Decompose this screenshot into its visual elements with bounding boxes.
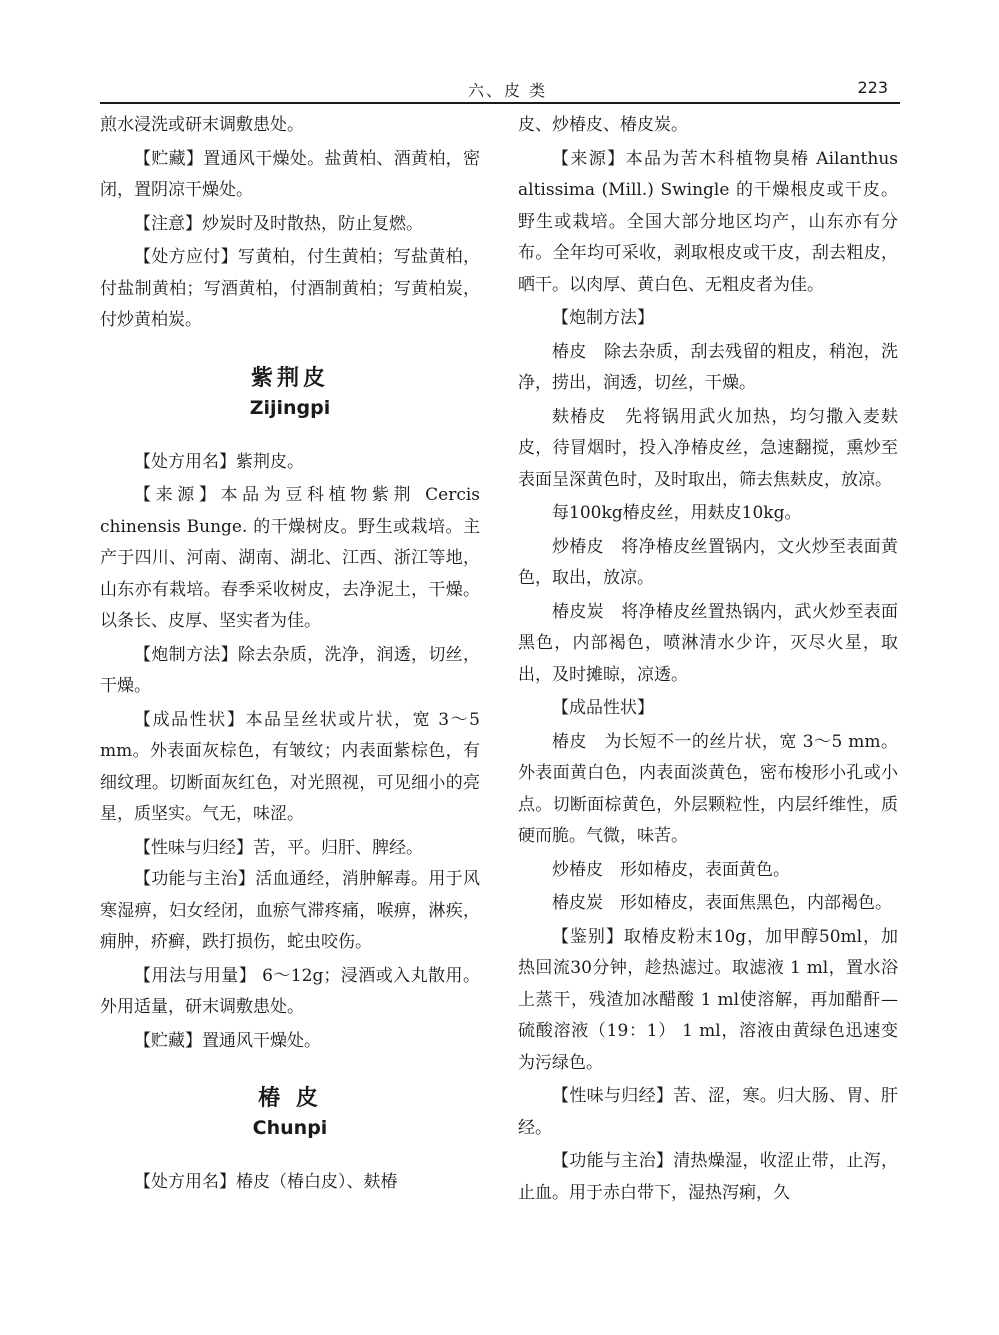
section-title: 六、皮 类 <box>468 81 548 100</box>
left-column <box>100 110 480 1199</box>
paragraph: 【用法与用量】 6～12g；浸酒或入丸散用。外用适量，研末调敷患处。 <box>100 965 480 1017</box>
paragraph: 【贮藏】置通风干燥处。盐黄柏、酒黄柏，密闭，置阴凉干燥处。 <box>100 148 480 200</box>
paragraph: 炒椿皮 形如椿皮，表面黄色。 <box>552 859 790 880</box>
page-number: 223 <box>857 78 888 97</box>
entry-title-pinyin: Zijingpi <box>249 396 331 419</box>
paragraph: 【性味与归经】苦、涩，寒。归大肠、胃、肝经。 <box>518 1086 898 1138</box>
entry-title-chinese: 紫荆皮 <box>250 364 329 391</box>
paragraph: 【来源】本品为苦木科植物臭椿 Ailanthus altissima (Mill.) Swingle 的干燥根皮或干皮。野生或栽培。全国大部分地区均产，山东亦有分布。全年均可采收，剥取根皮或干皮，刮去粗皮，晒干。以肉厚、黄白色、无粗皮者为佳。 <box>518 148 898 295</box>
paragraph: 【炮制方法】 <box>552 308 654 328</box>
paragraph: 【来源】本品为豆科植物紫荆 Cercis chinensis Bunge. 的干燥树皮。野生或栽培。主产于四川、河南、湖南、湖北、江西、浙江等地，山东亦有栽培。春季采收树皮，去净泥土，干燥。以条长、皮厚、坚实者为佳。 <box>100 485 480 631</box>
page-header <box>100 70 900 102</box>
paragraph: 煎水浸洗或研末调敷患处。 <box>100 115 304 135</box>
paragraph: 【处方用名】紫荆皮。 <box>134 451 304 472</box>
paragraph: 【注意】炒炭时及时散热，防止复燃。 <box>134 213 423 234</box>
header-rule <box>100 102 900 104</box>
paragraph: 【鉴别】取椿皮粉末10g，加甲醇50ml，加热回流30分钟，趁热滤过。取滤液 1 ml，置水浴上蒸干，残渣加冰醋酸 1 ml使溶解，再加醋酐—硫酸溶液（19：1） 1 ml，溶液由黄绿色迅速变为污绿色。 <box>518 926 898 1073</box>
paragraph: 【成品性状】 <box>552 698 654 718</box>
paragraph: 椿皮 为长短不一的丝片状，宽 3～5 mm。外表面黄白色，内表面淡黄色，密布梭形小孔或小点。切断面棕黄色，外层颗粒性，内层纤维性，质硬而脆。气微，味苦。 <box>518 731 898 846</box>
entry-title-chinese: 椿 皮 <box>258 1085 322 1111</box>
right-column <box>518 110 898 1209</box>
paragraph: 椿皮 除去杂质，刮去残留的粗皮，稍泡，洗净，捞出，润透，切丝，干燥。 <box>518 341 898 393</box>
paragraph: 【性味与归经】苦，平。归肝、脾经。 <box>134 837 423 858</box>
paragraph: 每100kg椿皮丝，用麸皮10kg。 <box>552 503 802 523</box>
paragraph: 【处方应付】写黄柏，付生黄柏；写盐黄柏，付盐制黄柏；写酒黄柏，付酒制黄柏；写黄柏炭，付炒黄柏炭。 <box>100 247 480 330</box>
paragraph: 【炮制方法】除去杂质，洗净，润透，切丝，干燥。 <box>100 644 480 696</box>
paragraph: 【贮藏】置通风干燥处。 <box>134 1030 321 1051</box>
paragraph: 麸椿皮 先将锅用武火加热，均匀撒入麦麸皮，待冒烟时，投入净椿皮丝，急速翻搅，熏炒至表面呈深黄色时，及时取出，筛去焦麸皮，放凉。 <box>518 406 898 490</box>
paragraph: 【处方用名】椿皮（椿白皮）、麸椿 <box>134 1172 398 1192</box>
paragraph: 椿皮炭 形如椿皮，表面焦黑色，内部褐色。 <box>552 893 892 913</box>
paragraph: 炒椿皮 将净椿皮丝置锅内，文火炒至表面黄色，取出，放凉。 <box>518 536 898 588</box>
paragraph: 【功能与主治】清热燥湿，收涩止带，止泻，止血。用于赤白带下，湿热泻痢，久 <box>518 1151 898 1203</box>
paragraph: 皮、炒椿皮、椿皮炭。 <box>518 115 688 135</box>
entry-title-pinyin: Chunpi <box>252 1117 328 1139</box>
paragraph: 椿皮炭 将净椿皮丝置热锅内，武火炒至表面黑色，内部褐色，喷淋清水少许，灭尽火星，取出，及时摊晾，凉透。 <box>518 601 898 685</box>
paragraph: 【成品性状】本品呈丝状或片状，宽 3～5 mm。外表面灰棕色，有皱纹；内表面紫棕色，有细纹理。切断面灰红色，对光照视，可见细小的亮星，质坚实。气无，味涩。 <box>100 709 480 824</box>
paragraph: 【功能与主治】活血通经，消肿解毒。用于风寒湿痹，妇女经闭，血瘀气滞疼痛，喉痹，淋疾，痈肿，疥癣，跌打损伤，蛇虫咬伤。 <box>100 869 480 952</box>
